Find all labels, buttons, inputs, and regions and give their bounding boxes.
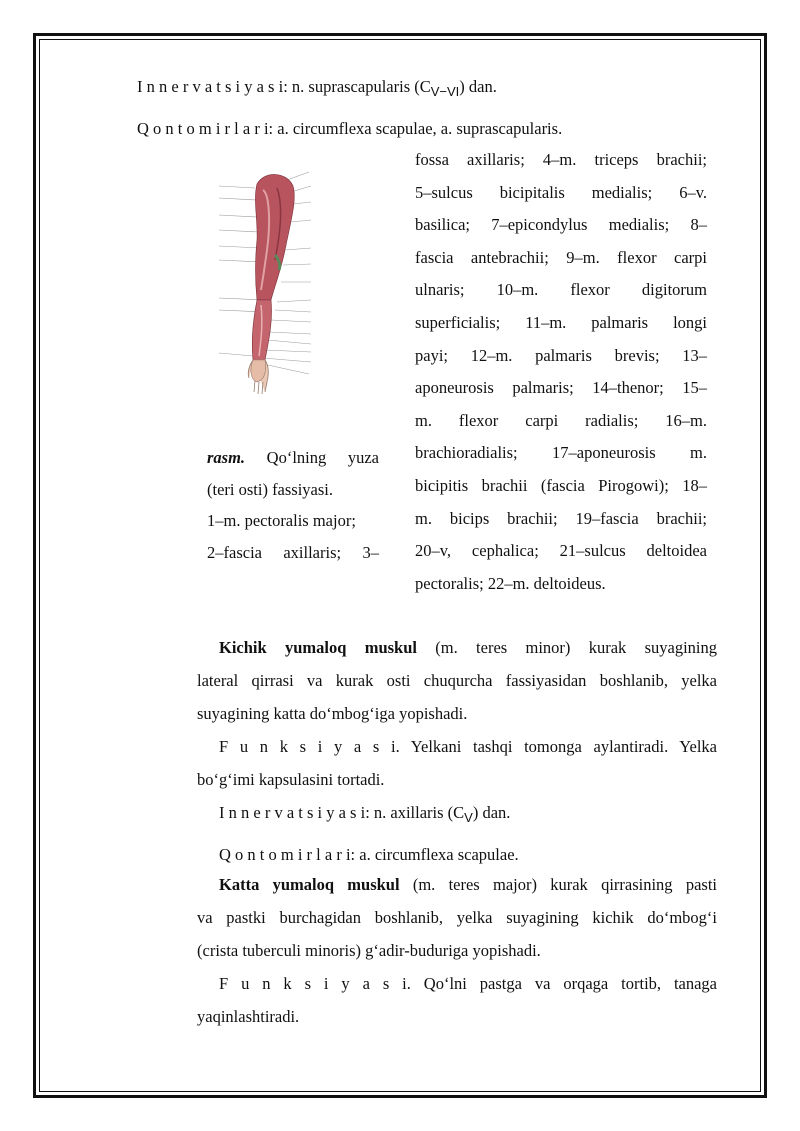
teres-minor-function-line-1 (197, 735, 717, 768)
innervation-label: I n n e r v a t s i y a s i (219, 803, 366, 822)
innervation-subscript: V (464, 810, 473, 825)
teres-major-title: Katta yumaloq muskul (219, 875, 400, 894)
teres-minor-innervation (197, 801, 717, 834)
innervation-end: ) dan. (472, 803, 511, 822)
teres-minor-line-3: suyagining katta do‘mbog‘iga yopishadi. (197, 704, 468, 723)
legend-line: superficialis; 11–m. palmaris longi (415, 312, 707, 332)
legend-line: 20–v, cephalica; 21–sulcus deltoidea (415, 541, 707, 561)
legend-line: ulnaris; 10–m. flexor digitorum (415, 280, 707, 300)
function-text: Qo‘lni pastga va orqaga tortib, tanaga (410, 974, 718, 993)
legend-line: 5–sulcus bicipitalis medialis; 6–v. (415, 182, 707, 202)
teres-major-line-2: va pastki burchagidan boshlanib, yelka suyagining kichik do‘mbog‘i (197, 908, 717, 927)
vessels-label: Q o n t o m i r l a r i (219, 845, 351, 864)
caption-title: Qo‘lning yuza (266, 448, 379, 467)
teres-minor-text: (m. teres minor) kurak suyagining (417, 638, 717, 657)
teres-major-line-1 (197, 873, 717, 906)
caption-line-2: (teri osti) fassiyasi. (207, 479, 334, 499)
teres-minor-vessels (197, 843, 717, 876)
legend-line: bicipitis brachii (fascia Pirogowi); 18– (415, 475, 707, 495)
vessels-line-top (137, 117, 562, 141)
vessels-text: : a. circumflexa scapulae. (350, 845, 519, 864)
teres-major-function-line-2: yaqinlashtiradi. (197, 1007, 300, 1026)
legend-line: payi; 12–m. palmaris brevis; 13– (415, 345, 707, 365)
teres-major-text: (m. teres major) kurak qirrasining pasti (399, 875, 717, 894)
legend-line: fascia antebrachii; 9–m. flexor carpi (415, 247, 707, 267)
legend-line: fossa axillaris; 4–m. triceps brachii; (415, 150, 707, 169)
innervation-text: : n. axillaris (C (365, 803, 465, 822)
teres-minor-paragraph (197, 636, 717, 876)
vessels-text: : a. circumflexa scapulae, a. suprascapularis. (268, 119, 563, 138)
caption-line-4: 2–fascia axillaris; 3– (207, 542, 379, 562)
caption-line-3: 1–m. pectoralis major; (207, 511, 356, 530)
teres-major-line-3: (crista tuberculi minoris) g‘adir-buduriga yopishadi. (197, 941, 541, 960)
legend-line: basilica; 7–epicondylus medialis; 8– (415, 215, 707, 235)
teres-minor-title: Kichik yumaloq muskul (219, 638, 417, 657)
innervation-end: ) dan. (459, 77, 497, 96)
function-text: Yelkani tashqi tomonga aylantiradi. Yelka (399, 737, 718, 756)
function-label: F u n k s i y a s i. (219, 737, 400, 756)
figure-legend-column (415, 148, 707, 604)
arm-anatomy-figure (205, 160, 330, 400)
caption-label: rasm. (207, 448, 246, 467)
legend-line: brachioradialis; 17–aponeurosis m. (415, 443, 707, 463)
teres-major-paragraph (197, 873, 717, 1038)
innervation-subscript: V−VI (430, 84, 460, 99)
arm-muscles-illustration (205, 160, 330, 400)
legend-line: pectoralis; 22–m. deltoideus. (415, 573, 606, 593)
teres-major-function-line-1 (197, 972, 717, 1005)
legend-line: m. flexor carpi radialis; 16–m. (415, 410, 707, 430)
teres-minor-line-1 (197, 636, 717, 669)
legend-line: m. bicips brachii; 19–fascia brachii; (415, 508, 707, 528)
innervation-label: I n n e r v a t s i y a s i (137, 77, 284, 96)
function-label: F u n k s i y a s i. (219, 974, 411, 993)
figure-caption (207, 446, 379, 572)
innervation-line-top (137, 75, 497, 100)
caption-line-1 (207, 446, 379, 478)
teres-minor-line-2: lateral qirrasi va kurak osti chuqurcha fassiyasidan boshlanib, yelka (197, 671, 717, 690)
teres-minor-function-line-2: bo‘g‘imi kapsulasini tortadi. (197, 770, 385, 789)
legend-line: aponeurosis palmaris; 14–thenor; 15– (415, 378, 707, 398)
innervation-text: : n. suprascapularis (C (283, 77, 431, 96)
vessels-label: Q o n t o m i r l a r i (137, 119, 269, 138)
